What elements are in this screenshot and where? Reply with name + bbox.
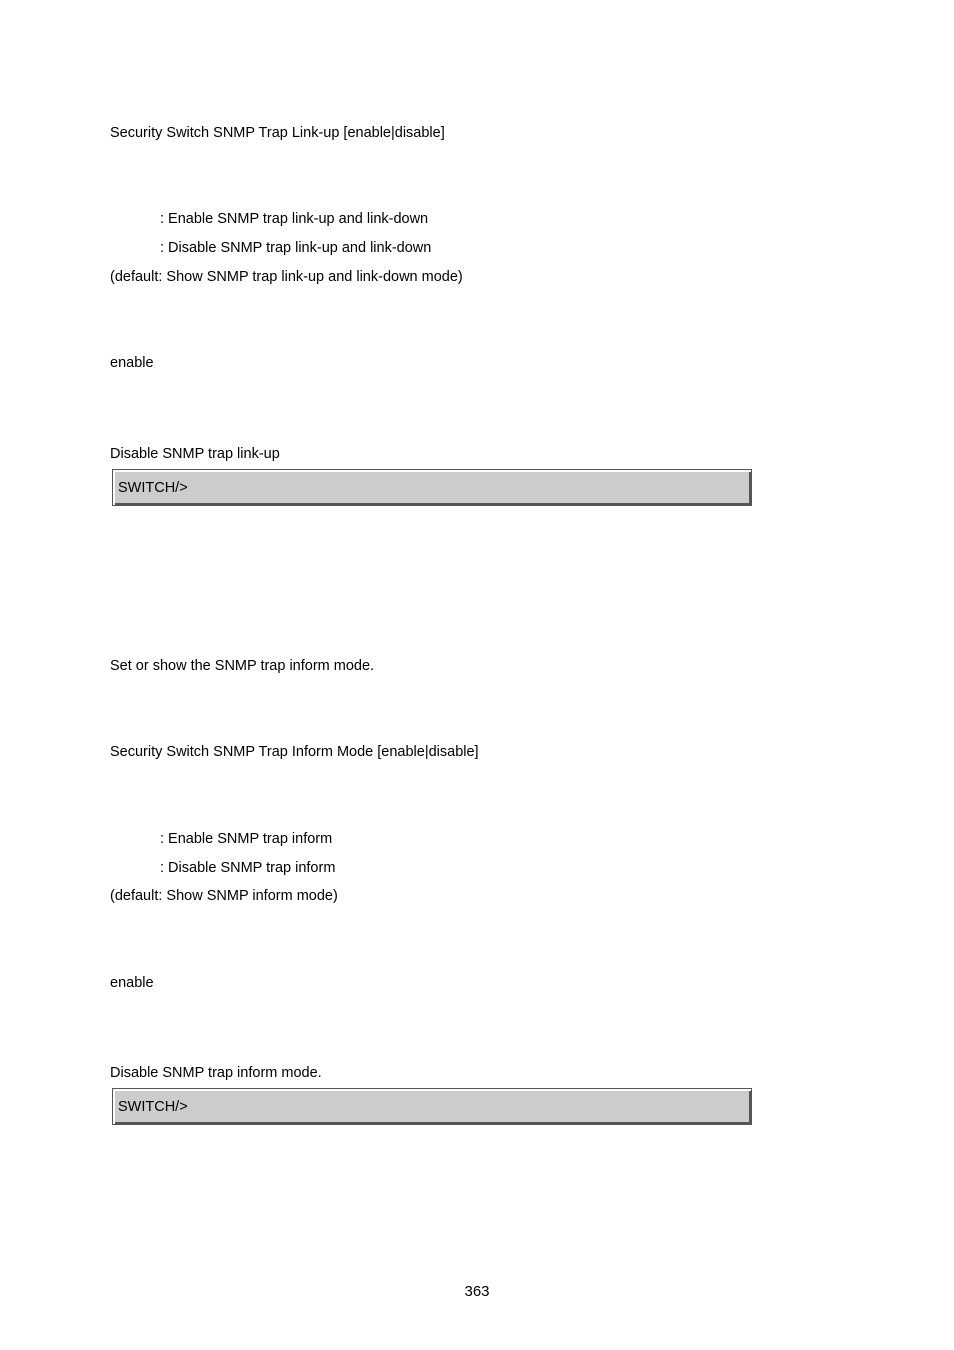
page-number: 363 xyxy=(464,1283,490,1300)
param-disable-inform: : Disable SNMP trap inform xyxy=(160,860,336,876)
example-desc-link-up: Disable SNMP trap link-up xyxy=(110,446,280,462)
example-command-inform: SWITCH/> xyxy=(118,1099,188,1115)
param-enable-link-up: : Enable SNMP trap link-up and link-down xyxy=(160,211,429,227)
mode-link-up: enable xyxy=(110,355,154,371)
example-code-box-link-up xyxy=(112,469,752,506)
syntax-inform: Security Switch SNMP Trap Inform Mode [enable|disable] xyxy=(110,744,479,760)
example-code-box-inform xyxy=(112,1088,752,1125)
example-desc-inform: Disable SNMP trap inform mode. xyxy=(110,1065,322,1081)
default-inform: (default: Show SNMP inform mode) xyxy=(110,888,338,904)
param-enable-inform: : Enable SNMP trap inform xyxy=(160,831,333,847)
syntax-link-up: Security Switch SNMP Trap Link-up [enable|disable] xyxy=(110,125,445,141)
default-link-up: (default: Show SNMP trap link-up and link-down mode) xyxy=(110,269,463,285)
mode-inform: enable xyxy=(110,975,154,991)
example-command-link-up: SWITCH/> xyxy=(118,480,188,496)
param-disable-link-up: : Disable SNMP trap link-up and link-down xyxy=(160,240,432,256)
description-inform: Set or show the SNMP trap inform mode. xyxy=(110,658,375,674)
